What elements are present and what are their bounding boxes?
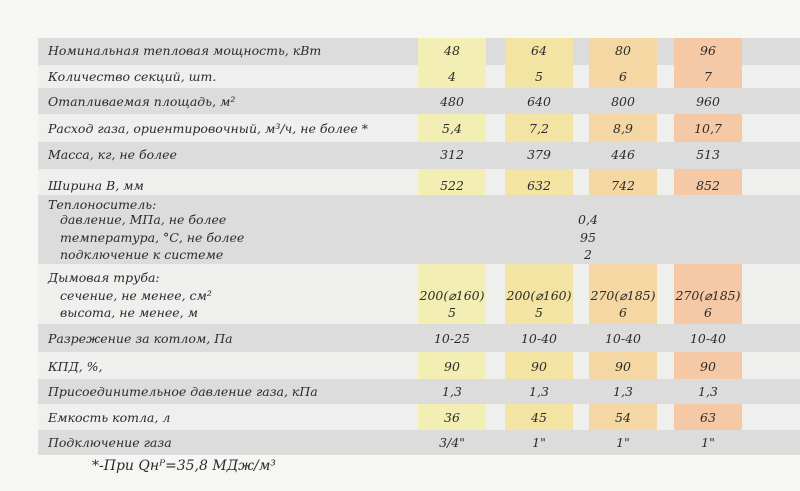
row-value: 270(⌀185): [590, 288, 656, 303]
row-value: 36: [444, 410, 460, 425]
chimney-label: Дымовая труба:: [48, 270, 160, 285]
row-value: 64: [531, 43, 547, 58]
coolant-block: [38, 195, 800, 264]
row-value: 6: [619, 69, 627, 84]
row-value: 6: [704, 305, 712, 320]
row-value: 852: [696, 178, 720, 193]
row-value: 742: [611, 178, 635, 193]
table-row: [38, 142, 800, 169]
row-value: 54: [615, 410, 631, 425]
row-value: 3/4": [439, 435, 465, 450]
coolant-temperature-value: 95: [580, 230, 596, 245]
coolant-connection-value: 2: [584, 247, 592, 262]
row-value: 90: [700, 359, 716, 374]
row-value: 480: [440, 94, 464, 109]
row-value: 1,3: [613, 384, 633, 399]
row-value: 312: [440, 147, 464, 162]
row-value: 522: [440, 178, 464, 193]
table-row: [38, 404, 800, 430]
row-value: 10-25: [433, 331, 471, 346]
row-value: 632: [527, 178, 551, 193]
row-label: Расход газа, ориентировочный, м³/ч, не более *: [48, 121, 368, 136]
table-row: [38, 114, 800, 142]
row-label: Присоединительное давление газа, кПа: [48, 384, 318, 399]
row-value: 4: [448, 69, 456, 84]
coolant-pressure-label: давление, МПа, не более: [60, 212, 227, 227]
row-value: 63: [700, 410, 716, 425]
coolant-temperature-label: температура, °С, не более: [60, 230, 245, 245]
row-value: 5: [535, 305, 543, 320]
table-row: [38, 169, 800, 195]
row-value: 10-40: [689, 331, 727, 346]
row-value: 200(⌀160): [419, 288, 485, 303]
row-label: Ширина В, мм: [48, 178, 144, 193]
row-label: Масса, кг, не более: [48, 147, 177, 162]
row-value: 270(⌀185): [675, 288, 741, 303]
chimney-height-label: высота, не менее, м: [60, 305, 198, 320]
row-value: 800: [611, 94, 635, 109]
table-row: [38, 352, 800, 379]
row-value: 6: [619, 305, 627, 320]
row-value: 446: [611, 147, 635, 162]
row-label: Номинальная тепловая мощность, кВт: [48, 43, 322, 58]
row-value: 5,4: [442, 121, 462, 136]
row-label: Емкость котла, л: [48, 410, 171, 425]
table-row: [38, 379, 800, 404]
row-value: 7: [704, 69, 712, 84]
footnote: *-При Qнᴾ=35,8 МДж/м³: [92, 458, 276, 474]
row-value: 90: [531, 359, 547, 374]
table-row: [38, 430, 800, 455]
coolant-label: Теплоноситель:: [48, 197, 157, 212]
row-value: 10-40: [520, 331, 558, 346]
row-value: 96: [700, 43, 716, 58]
row-value: 48: [444, 43, 460, 58]
row-label: КПД, %,: [48, 359, 103, 374]
row-value: 80: [615, 43, 631, 58]
table-row: [38, 88, 800, 114]
row-value: 10-40: [604, 331, 642, 346]
row-value: 1,3: [698, 384, 718, 399]
row-value: 379: [527, 147, 551, 162]
row-label: Количество секций, шт.: [48, 69, 217, 84]
table-row: [38, 65, 800, 88]
table-row: [38, 324, 800, 352]
row-value: 7,2: [529, 121, 549, 136]
row-label: Отапливаемая площадь, м²: [48, 94, 236, 109]
row-value: 1,3: [442, 384, 462, 399]
chimney-section-label: сечение, не менее, см²: [60, 288, 212, 303]
row-value: 640: [527, 94, 551, 109]
row-value: 1": [532, 435, 546, 450]
row-value: 1": [701, 435, 715, 450]
row-value: 90: [615, 359, 631, 374]
coolant-pressure-value: 0,4: [578, 212, 598, 227]
row-value: 5: [448, 305, 456, 320]
chimney-block: [38, 264, 800, 324]
row-value: 960: [696, 94, 720, 109]
row-value: 8,9: [613, 121, 633, 136]
row-value: 1,3: [529, 384, 549, 399]
row-label: Разрежение за котлом, Па: [48, 331, 233, 346]
row-value: 45: [531, 410, 547, 425]
row-value: 1": [616, 435, 630, 450]
row-value: 10,7: [694, 121, 722, 136]
row-value: 200(⌀160): [506, 288, 572, 303]
row-value: 90: [444, 359, 460, 374]
row-label: Подключение газа: [48, 435, 172, 450]
coolant-connection-label: подключение к системе: [60, 247, 224, 262]
row-value: 5: [535, 69, 543, 84]
table-row: [38, 38, 800, 65]
row-value: 513: [696, 147, 720, 162]
